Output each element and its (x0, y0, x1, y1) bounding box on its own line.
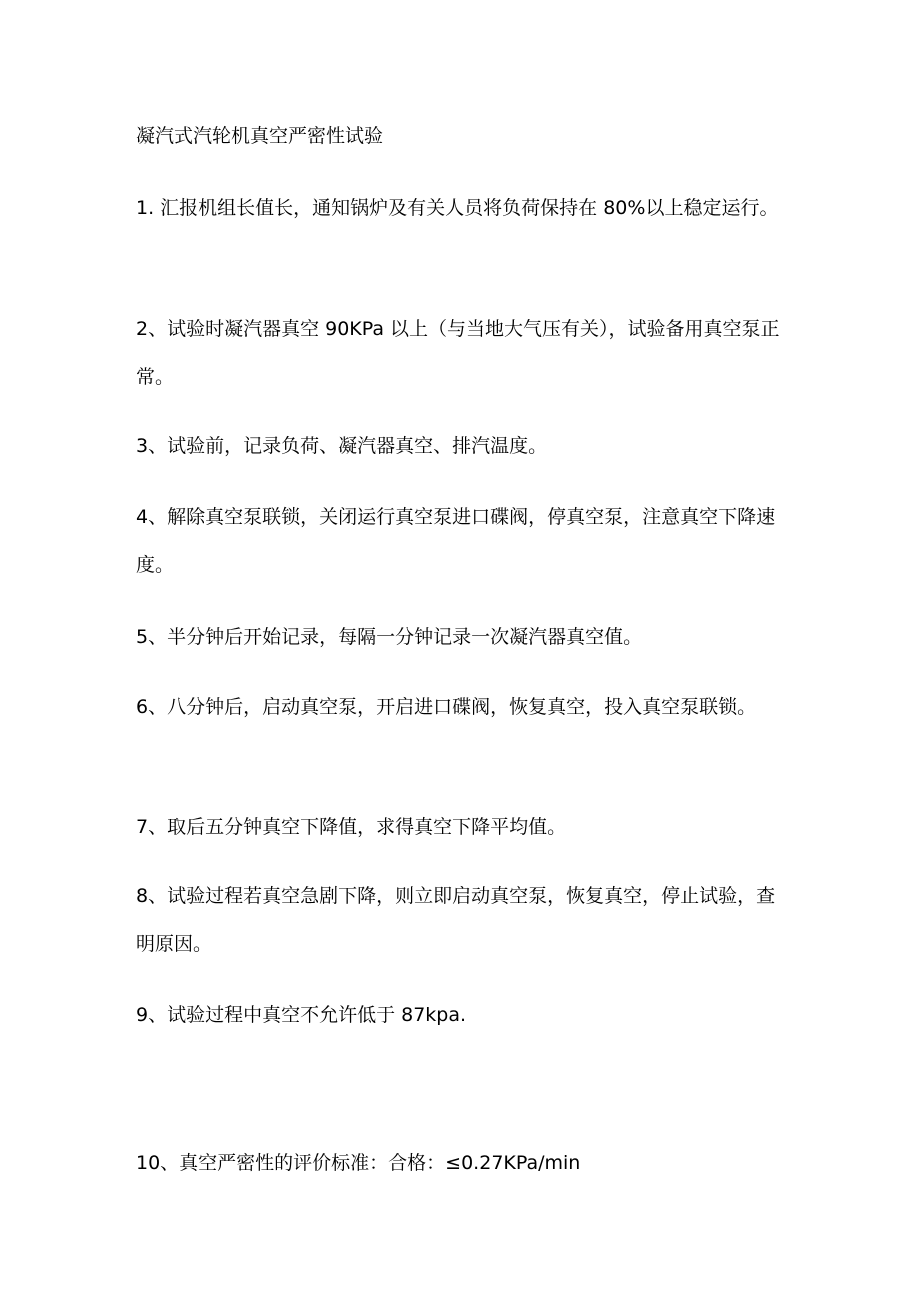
step-10-evaluation-standard: 10、真空严密性的评价标准：合格：≤0.27KPa/min (136, 1152, 581, 1174)
step-5: 5、半分钟后开始记录，每隔一分钟记录一次凝汽器真空值。 (136, 626, 643, 648)
step-6: 6、八分钟后，启动真空泵，开启进口碟阀，恢复真空，投入真空泵联锁。 (136, 696, 757, 718)
step-2: 2、试验时凝汽器真空 90KPa 以上（与当地大气压有关），试验备用真空泵正常。 (136, 318, 780, 388)
step-1: 1. 汇报机组长值长，通知锅炉及有关人员将负荷保持在 80%以上稳定运行。 (136, 197, 779, 219)
step-9: 9、试验过程中真空不允许低于 87kpa. (136, 1004, 467, 1026)
document-title: 凝汽式汽轮机真空严密性试验 (136, 125, 384, 147)
step-4: 4、解除真空泵联锁，关闭运行真空泵进口碟阀，停真空泵，注意真空下降速度。 (136, 506, 776, 576)
step-3: 3、试验前，记录负荷、凝汽器真空、排汽温度。 (136, 435, 548, 457)
step-7: 7、取后五分钟真空下降值，求得真空下降平均值。 (136, 816, 567, 838)
step-8: 8、试验过程若真空急剧下降，则立即启动真空泵，恢复真空，停止试验，查明原因。 (136, 885, 776, 955)
